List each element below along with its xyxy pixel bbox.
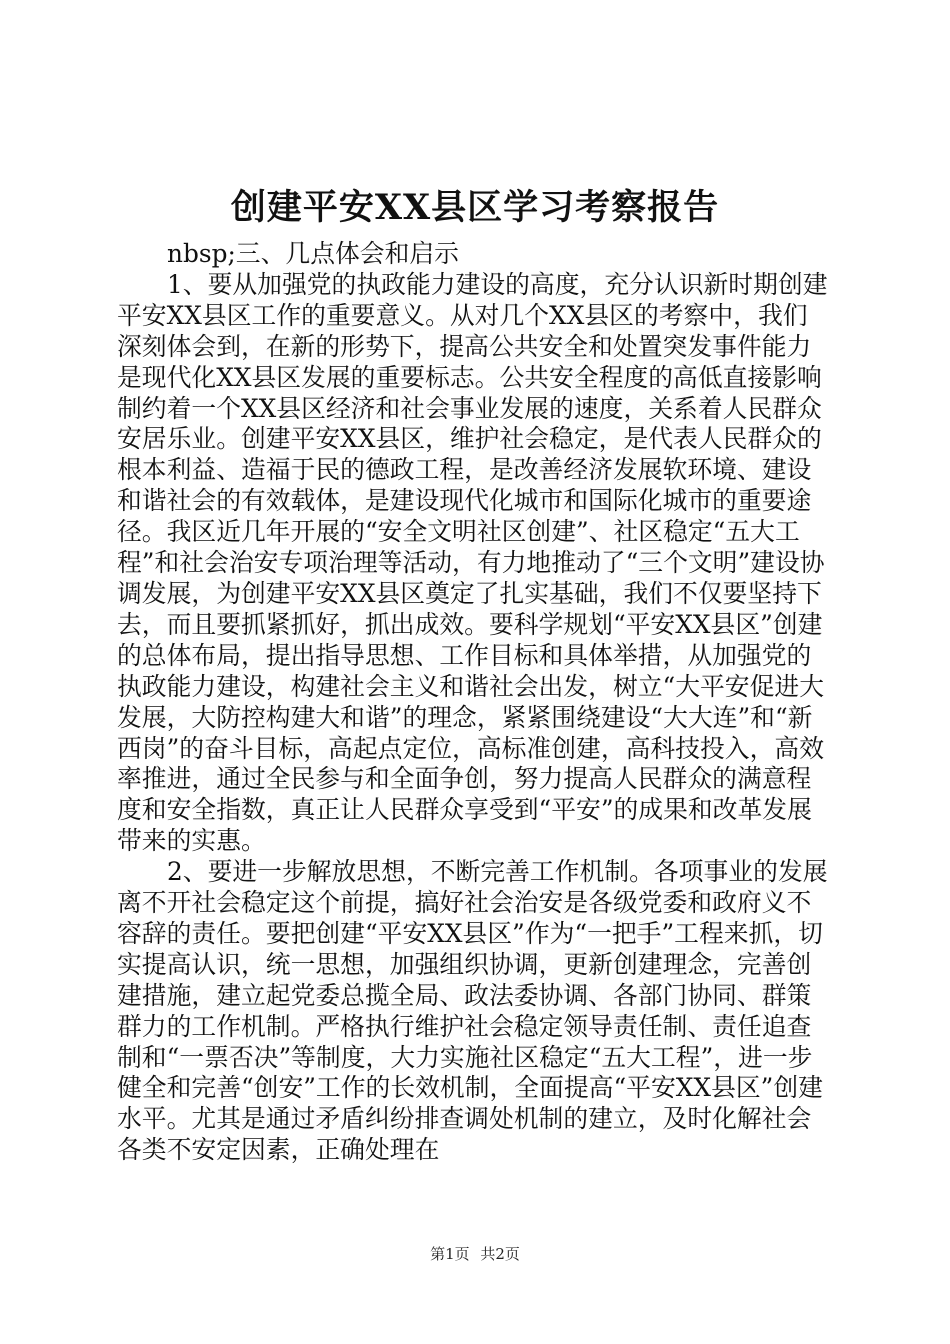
- page-number: 第1页: [430, 1245, 470, 1263]
- page-footer: [0, 1244, 950, 1264]
- document-title: 创建平安XX县区学习考察报告: [230, 187, 720, 228]
- section-heading: nbsp;三、几点体会和启示: [167, 239, 459, 268]
- paragraph-1: 1、要从加强党的执政能力建设的高度，充分认识新时期创建平安XX县区工作的重要意义。从对几个XX县区的考察中，我们深刻体会到，在新的形势下，提高公共安全和处置突发事件能力是现代化XX县区发展的重要标志。公共安全程度的高低直接影响制约着一个XX县区经济和社会事业发展的速度，关系着人民群众安居乐业。创建平安XX县区，维护社会稳定，是代表人民群众的根本利益、造福于民的德政工程，是改善经济发展软环境、建设和谐社会的有效载体，是建设现代化城市和国际化城市的重要途径。我区近几年开展的“安全文明社区创建”、社区稳定“五大工程”和社会治安专项治理等活动，有力地推动了“三个文明”建设协调发展，为创建平安XX县区奠定了扎实基础，我们不仅要坚持下去，而且要抓紧抓好，抓出成效。要科学规划“平安XX县区”创建的总体布局，提出指导思想、工作目标和具体举措，从加强党的执政能力建设，构建社会主义和谐社会出发，树立“大平安促进大发展，大防控构建大和谐”的理念，紧紧围绕建设“大大连”和“新西岗”的奋斗目标，高起点定位，高标准创建，高科技投入，高效率推进，通过全民参与和全面争创，努力提高人民群众的满意程度和安全指数，真正让人民群众享受到“平安”的成果和改革发展带来的实惠。: [117, 269, 828, 856]
- page-total: 共2页: [480, 1245, 520, 1263]
- document-body: [117, 239, 831, 1166]
- paragraph-2: 2、要进一步解放思想，不断完善工作机制。各项事业的发展离不开社会稳定这个前提，搞好社会治安是各级党委和政府义不容辞的责任。要把创建“平安XX县区”作为“一把手”工程来抓，切实提高认识，统一思想，加强组织协调，更新创建理念，完善创建措施，建立起党委总揽全局、政法委协调、各部门协同、群策群力的工作机制。严格执行维护社会稳定领导责任制、责任追查制和“一票否决”等制度，大力实施社区稳定“五大工程”，进一步健全和完善“创安”工作的长效机制，全面提高“平安XX县区”创建水平。尤其是通过矛盾纠纷排查调处机制的建立，及时化解社会各类不安定因素，正确处理在: [117, 857, 828, 1165]
